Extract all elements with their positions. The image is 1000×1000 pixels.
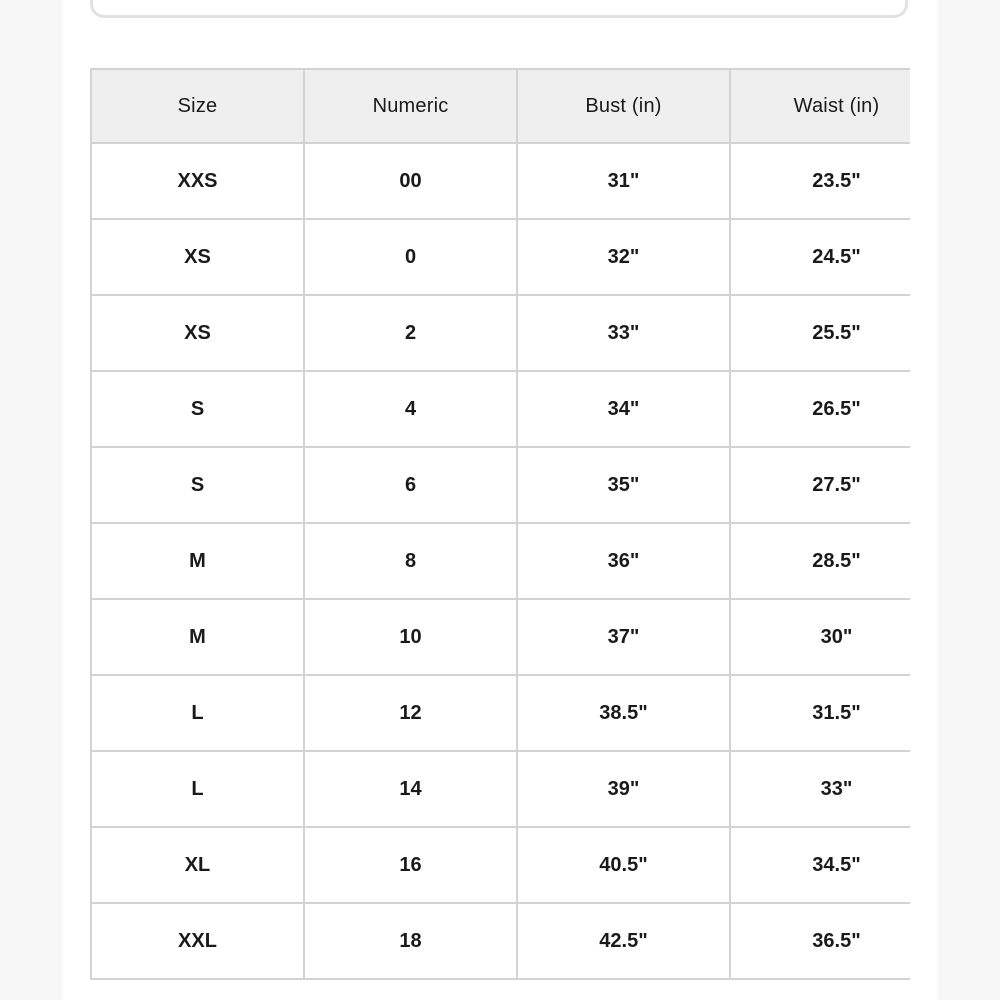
- cell-numeric: 00: [304, 143, 517, 219]
- table-row: [91, 827, 910, 903]
- cell-numeric: 12: [304, 675, 517, 751]
- cell-bust: 31": [517, 143, 730, 219]
- cell-numeric: 8: [304, 523, 517, 599]
- cell-numeric: 16: [304, 827, 517, 903]
- cell-numeric: 10: [304, 599, 517, 675]
- cell-bust: 34": [517, 371, 730, 447]
- cell-waist: 23.5": [730, 143, 910, 219]
- table-row: [91, 371, 910, 447]
- header-waist: Waist (in): [730, 69, 910, 143]
- table-row: [91, 599, 910, 675]
- cell-bust: 36": [517, 523, 730, 599]
- cell-waist: 25.5": [730, 295, 910, 371]
- cell-waist: 34.5": [730, 827, 910, 903]
- table-row: [91, 143, 910, 219]
- cell-bust: 32": [517, 219, 730, 295]
- cell-bust: 35": [517, 447, 730, 523]
- cell-size: L: [91, 675, 304, 751]
- cell-bust: 37": [517, 599, 730, 675]
- size-chart-table-wrapper[interactable]: [90, 68, 910, 980]
- cell-waist: 36.5": [730, 903, 910, 979]
- header-size: Size: [91, 69, 304, 143]
- cell-waist: 33": [730, 751, 910, 827]
- table-header-row: [91, 69, 910, 143]
- cell-numeric: 18: [304, 903, 517, 979]
- cell-numeric: 6: [304, 447, 517, 523]
- cell-bust: 39": [517, 751, 730, 827]
- cell-size: XXS: [91, 143, 304, 219]
- cell-size: XL: [91, 827, 304, 903]
- cell-size: XXL: [91, 903, 304, 979]
- cell-numeric: 4: [304, 371, 517, 447]
- cell-waist: 30": [730, 599, 910, 675]
- table-row: [91, 295, 910, 371]
- cell-size: XS: [91, 295, 304, 371]
- cell-size: M: [91, 523, 304, 599]
- header-bust: Bust (in): [517, 69, 730, 143]
- cell-waist: 28.5": [730, 523, 910, 599]
- cell-numeric: 0: [304, 219, 517, 295]
- cell-waist: 24.5": [730, 219, 910, 295]
- cell-size: XS: [91, 219, 304, 295]
- cell-numeric: 14: [304, 751, 517, 827]
- table-row: [91, 219, 910, 295]
- table-row: [91, 675, 910, 751]
- cell-bust: 38.5": [517, 675, 730, 751]
- cell-waist: 31.5": [730, 675, 910, 751]
- size-chart-table: [90, 68, 910, 980]
- table-row: [91, 751, 910, 827]
- cell-waist: 27.5": [730, 447, 910, 523]
- header-numeric: Numeric: [304, 69, 517, 143]
- cell-size: S: [91, 447, 304, 523]
- cell-size: M: [91, 599, 304, 675]
- cell-size: L: [91, 751, 304, 827]
- table-row: [91, 447, 910, 523]
- table-row: [91, 523, 910, 599]
- table-row: [91, 903, 910, 979]
- cell-waist: 26.5": [730, 371, 910, 447]
- cell-bust: 42.5": [517, 903, 730, 979]
- cell-numeric: 2: [304, 295, 517, 371]
- cell-size: S: [91, 371, 304, 447]
- cell-bust: 40.5": [517, 827, 730, 903]
- cell-bust: 33": [517, 295, 730, 371]
- top-card[interactable]: [90, 0, 908, 18]
